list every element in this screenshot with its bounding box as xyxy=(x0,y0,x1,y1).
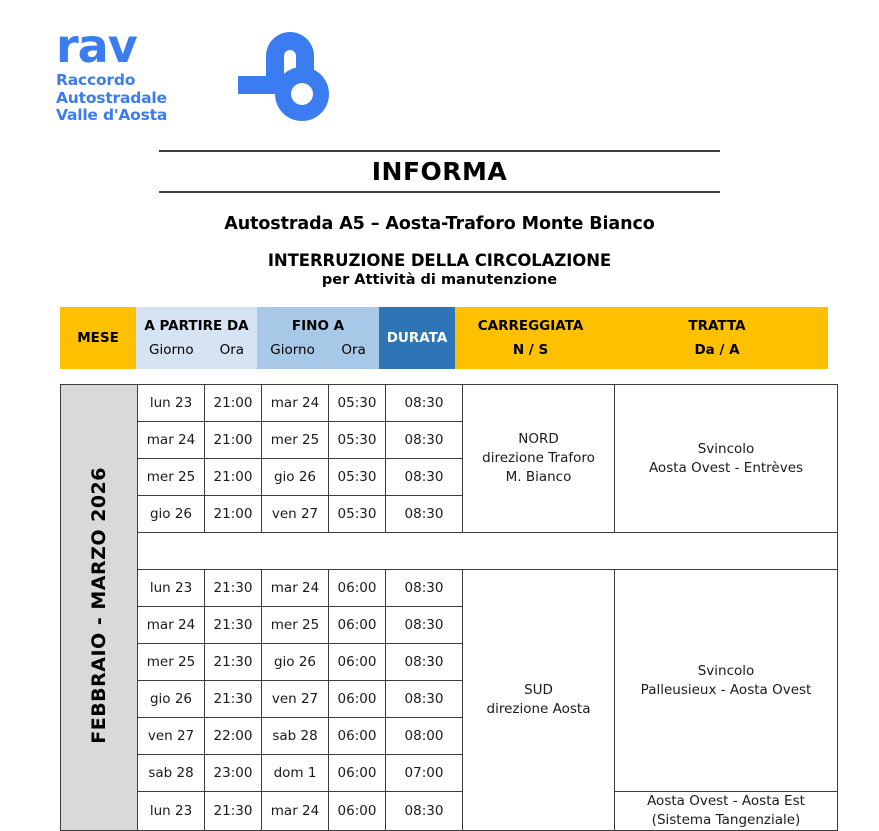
cell-to-hour: 05:30 xyxy=(329,459,386,496)
carreggiata-line: NORD xyxy=(518,431,559,447)
header-mese-label: MESE xyxy=(77,330,119,346)
cell-to-day: ven 27 xyxy=(262,681,329,718)
header-tratta-title: TRATTA xyxy=(688,317,746,334)
header-mese xyxy=(60,307,136,369)
header-from-title: A PARTIRE DA xyxy=(144,317,249,334)
cell-to-hour: 05:30 xyxy=(329,422,386,459)
cell-from-day: mer 25 xyxy=(138,644,205,681)
rav-logo xyxy=(56,19,386,150)
block-separator xyxy=(138,533,838,570)
title-rule-bottom xyxy=(159,191,720,193)
header-tratta xyxy=(606,307,828,369)
cell-to-day: ven 27 xyxy=(262,496,329,533)
logo-wordmark xyxy=(56,19,168,125)
cell-to-hour: 05:30 xyxy=(329,385,386,422)
cell-durata: 08:30 xyxy=(386,792,463,831)
cell-to-hour: 06:00 xyxy=(329,718,386,755)
header-from-hour: Ora xyxy=(219,341,245,358)
cell-from-day: mer 25 xyxy=(138,459,205,496)
header-durata-label: DURATA xyxy=(386,330,448,346)
month-label: FEBBRAIO - MARZO 2026 xyxy=(88,467,110,744)
header-from-day: Giorno xyxy=(148,341,194,358)
cell-to-hour: 06:00 xyxy=(329,644,386,681)
cell-to-day: mer 25 xyxy=(262,607,329,644)
logo-subtitle-line3: Valle d'Aosta xyxy=(56,106,168,124)
tratta-line: Svincolo xyxy=(697,440,755,457)
carreggiata-line: direzione Traforo xyxy=(482,450,595,466)
cell-from-hour: 21:30 xyxy=(205,607,262,644)
cell-from-hour: 21:00 xyxy=(205,459,262,496)
cell-tratta xyxy=(615,792,838,831)
tratta-line: (Sistema Tangenziale) xyxy=(651,812,801,828)
cell-to-day: mer 25 xyxy=(262,422,329,459)
logo-brand: rav xyxy=(56,19,137,73)
header-fino-a xyxy=(257,307,379,369)
table-row xyxy=(61,570,838,607)
cell-durata: 08:30 xyxy=(386,644,463,681)
tratta-line: Svincolo xyxy=(697,662,755,679)
header-a-partire-da xyxy=(136,307,257,369)
cell-from-day: mar 24 xyxy=(138,422,205,459)
cell-durata: 08:30 xyxy=(386,681,463,718)
cell-to-day: mar 24 xyxy=(262,792,329,831)
cell-durata: 08:30 xyxy=(386,385,463,422)
table-header xyxy=(60,307,828,369)
cell-from-day: gio 26 xyxy=(138,496,205,533)
cell-durata: 08:30 xyxy=(386,607,463,644)
cell-durata: 08:30 xyxy=(386,570,463,607)
cell-to-hour: 06:00 xyxy=(329,755,386,792)
cell-to-day: mar 24 xyxy=(262,385,329,422)
page-title: INFORMA xyxy=(371,157,508,186)
cell-durata: 07:00 xyxy=(386,755,463,792)
cell-durata: 08:30 xyxy=(386,459,463,496)
cell-from-hour: 21:30 xyxy=(205,792,262,831)
cell-to-day: dom 1 xyxy=(262,755,329,792)
cell-to-hour: 06:00 xyxy=(329,607,386,644)
cell-durata: 08:00 xyxy=(386,718,463,755)
notice-subtitle: INTERRUZIONE DELLA CIRCOLAZIONE xyxy=(267,251,612,270)
cell-from-hour: 21:00 xyxy=(205,385,262,422)
cell-from-hour: 21:30 xyxy=(205,681,262,718)
carreggiata-line: SUD xyxy=(524,682,553,698)
cell-to-hour: 06:00 xyxy=(329,570,386,607)
header-to-sub xyxy=(257,341,379,360)
title-block xyxy=(0,150,879,288)
logo-subtitle-line2: Autostradale xyxy=(56,88,167,107)
cell-from-day: gio 26 xyxy=(138,681,205,718)
carreggiata-line: M. Bianco xyxy=(505,469,572,485)
logo-subtitle-line1: Raccordo xyxy=(56,71,136,89)
header-tratta-sub: Da / A xyxy=(694,341,740,358)
tratta-line: Palleusieux - Aosta Ovest xyxy=(640,681,812,698)
cell-to-hour: 06:00 xyxy=(329,792,386,831)
cell-carreggiata xyxy=(463,570,615,831)
cell-from-hour: 21:30 xyxy=(205,644,262,681)
reason-subtitle: per Attività di manutenzione xyxy=(321,272,558,288)
cell-from-day: mar 24 xyxy=(138,607,205,644)
cell-to-day: mar 24 xyxy=(262,570,329,607)
cell-to-day: gio 26 xyxy=(262,644,329,681)
header-durata xyxy=(379,307,455,369)
header-to-day: Giorno xyxy=(270,341,315,358)
cell-from-hour: 23:00 xyxy=(205,755,262,792)
cell-tratta xyxy=(615,570,838,792)
header-carreggiata-sub: N / S xyxy=(512,341,549,358)
cell-to-hour: 06:00 xyxy=(329,681,386,718)
cell-from-hour: 21:30 xyxy=(205,570,262,607)
header-carreggiata-title: CARREGGIATA xyxy=(477,317,584,334)
cell-to-hour: 05:30 xyxy=(329,496,386,533)
tratta-line: Aosta Ovest - Aosta Est xyxy=(647,793,805,809)
cell-from-hour: 22:00 xyxy=(205,718,262,755)
table-row xyxy=(61,385,838,422)
header-carreggiata xyxy=(455,307,606,369)
cell-tratta xyxy=(615,385,838,533)
header-to-hour: Ora xyxy=(341,341,366,358)
road-subtitle: Autostrada A5 – Aosta-Traforo Monte Bianco xyxy=(224,214,655,234)
cell-to-day: sab 28 xyxy=(262,718,329,755)
tratta-line: Aosta Ovest - Entrèves xyxy=(648,459,804,476)
month-cell xyxy=(61,385,138,831)
carreggiata-line: direzione Aosta xyxy=(486,701,591,717)
cell-from-hour: 21:00 xyxy=(205,422,262,459)
cell-from-day: lun 23 xyxy=(138,570,205,607)
cell-to-day: gio 26 xyxy=(262,459,329,496)
rav-monogram-icon xyxy=(208,20,333,135)
cell-durata: 08:30 xyxy=(386,422,463,459)
header-from-sub xyxy=(136,341,257,360)
cell-from-day: ven 27 xyxy=(138,718,205,755)
cell-from-day: sab 28 xyxy=(138,755,205,792)
table-row xyxy=(61,792,838,831)
cell-carreggiata xyxy=(463,385,615,533)
schedule-body xyxy=(61,385,838,831)
cell-durata: 08:30 xyxy=(386,496,463,533)
cell-from-day: lun 23 xyxy=(138,385,205,422)
cell-from-day: lun 23 xyxy=(138,792,205,831)
cell-from-hour: 21:00 xyxy=(205,496,262,533)
header-to-title: FINO A xyxy=(291,317,345,334)
block-separator-row xyxy=(61,533,838,570)
schedule-table xyxy=(60,384,838,831)
logo-subtitle xyxy=(56,72,167,125)
